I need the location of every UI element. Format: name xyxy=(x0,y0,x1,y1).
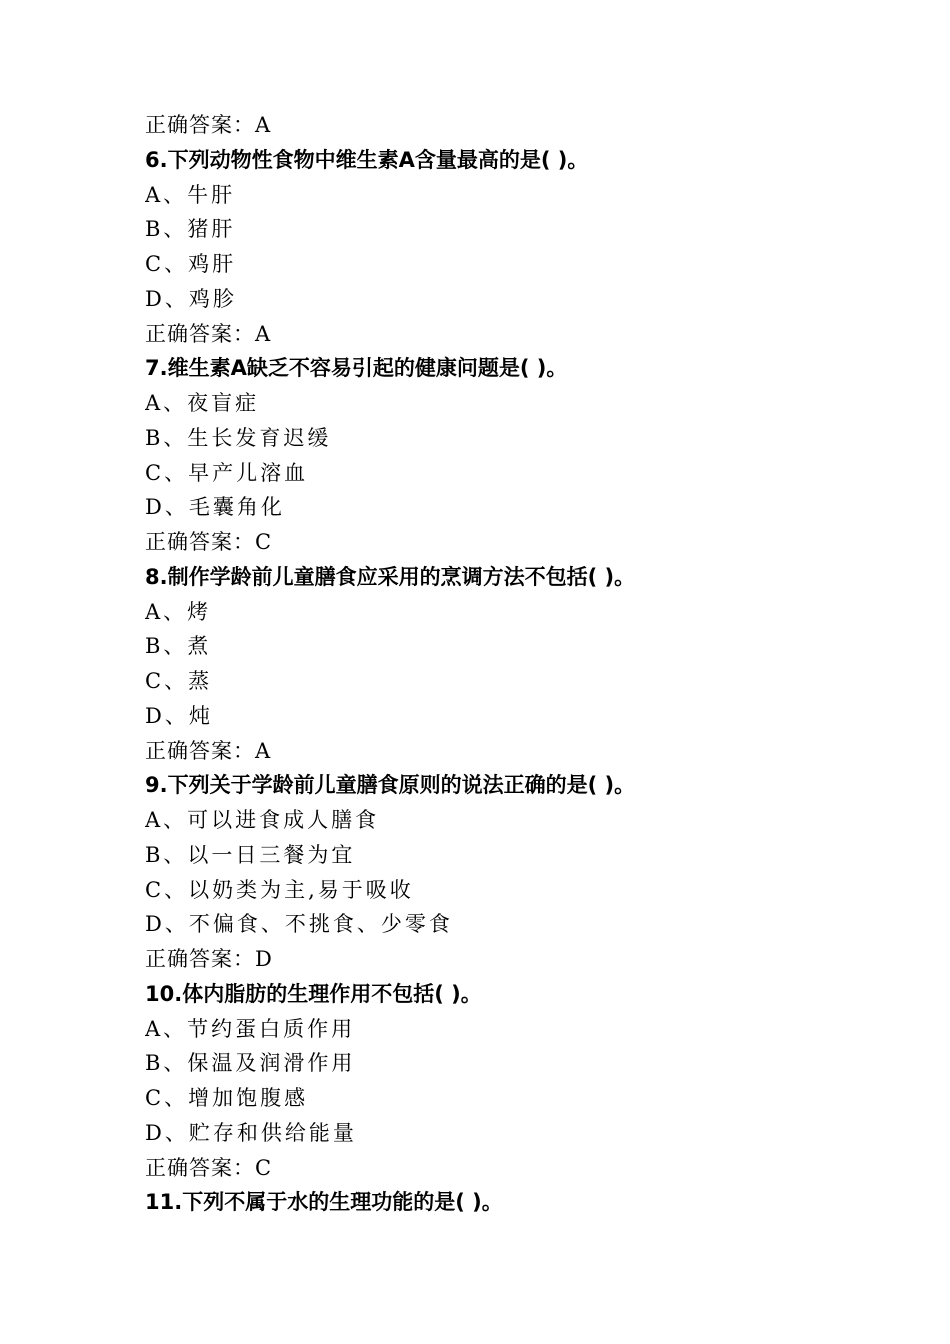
question-7: 7.维生素A缺乏不容易引起的健康问题是( )。 xyxy=(145,356,568,381)
option-line: B、猪肝 xyxy=(145,217,236,242)
answer-line: 正确答案：C xyxy=(145,530,273,554)
answer-line: 正确答案：A xyxy=(145,321,272,346)
question-6: 6.下列动物性食物中维生素A含量最高的是( )。 xyxy=(145,147,589,172)
answer-line: 正确答案：A xyxy=(145,113,272,137)
option-line: A、夜盲症 xyxy=(145,391,260,415)
question-8: 8.制作学龄前儿童膳食应采用的烹调方法不包括( )。 xyxy=(145,564,636,589)
option-line: B、保温及润滑作用 xyxy=(145,1051,356,1076)
option-line: C、以奶类为主,易于吸收 xyxy=(145,877,414,902)
option-line: A、节约蛋白质作用 xyxy=(145,1016,356,1041)
option-line: A、可以进食成人膳食 xyxy=(145,808,380,832)
option-line: B、煮 xyxy=(145,634,212,659)
answer-line: 正确答案：C xyxy=(145,1155,273,1180)
option-line: D、鸡胗 xyxy=(145,286,237,311)
question-9: 9.下列关于学龄前儿童膳食原则的说法正确的是( )。 xyxy=(145,773,636,798)
option-line: D、不偏食、不挑食、少零食 xyxy=(145,912,453,937)
answer-line: 正确答案：A xyxy=(145,738,272,763)
option-line: D、贮存和供给能量 xyxy=(145,1120,357,1145)
option-line: A、牛肝 xyxy=(145,182,236,207)
option-line: C、早产儿溶血 xyxy=(145,460,309,485)
option-line: D、炖 xyxy=(145,703,213,728)
option-line: C、增加饱腹感 xyxy=(145,1086,309,1110)
option-line: A、烤 xyxy=(145,599,212,624)
option-line: D、毛囊角化 xyxy=(145,495,285,520)
quiz-content xyxy=(145,108,905,1220)
option-line: B、以一日三餐为宜 xyxy=(145,842,356,867)
question-10: 10.体内脂肪的生理作用不包括( )。 xyxy=(145,981,482,1006)
option-line: B、生长发育迟缓 xyxy=(145,425,332,450)
answer-line: 正确答案：D xyxy=(145,947,273,971)
question-11: 11.下列不属于水的生理功能的是( )。 xyxy=(145,1190,503,1215)
option-line: C、鸡肝 xyxy=(145,252,237,276)
option-line: C、蒸 xyxy=(145,669,213,693)
